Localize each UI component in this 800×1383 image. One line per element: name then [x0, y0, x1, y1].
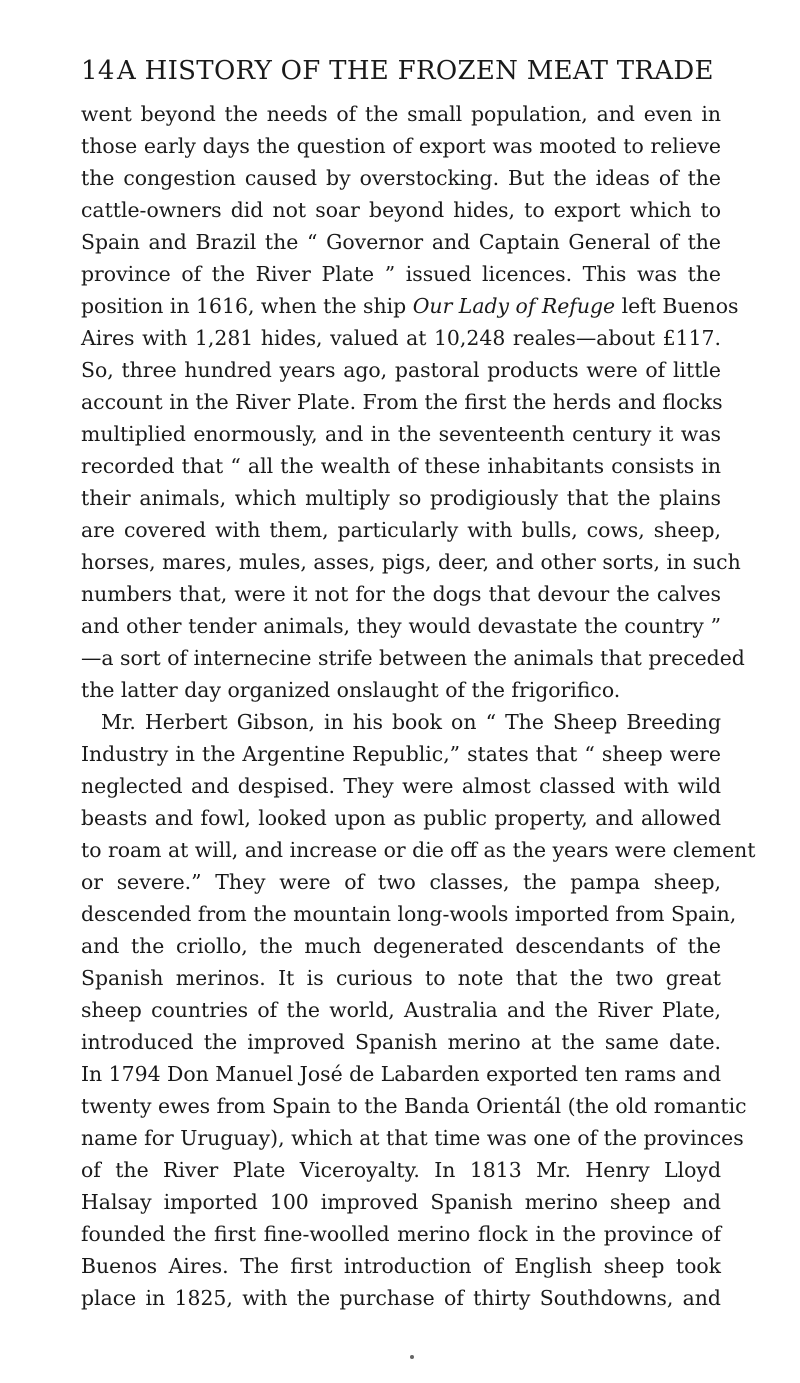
text-line: Industry in the Argentine Republic,” states that “ sheep were: [81, 742, 721, 766]
text-line: recorded that “ all the wealth of these inhabitants consists in: [81, 454, 721, 478]
text-line: neglected and despised. They were almost classed with wild: [81, 774, 721, 798]
text-line: the latter day organized onslaught of the frigorifico.: [81, 678, 621, 702]
text-line: Spanish merinos. It is curious to note that the two great: [81, 966, 721, 990]
text-line: beasts and fowl, looked upon as public property, and allowed: [81, 806, 721, 830]
text-line: and the criollo, the much degenerated descendants of the: [81, 934, 721, 958]
text-line: to roam at will, and increase or die off as the years were clement: [81, 838, 756, 862]
body-text: [81, 98, 756, 1314]
text-line: introduced the improved Spanish merino at the same date.: [81, 1030, 721, 1054]
text-line: or severe.” They were of two classes, the pampa sheep,: [81, 870, 721, 894]
text-line: province of the River Plate ” issued licences. This was the: [81, 262, 721, 286]
print-speck: [410, 1355, 414, 1359]
text-line: of the River Plate Viceroyalty. In 1813 Mr. Henry Lloyd: [81, 1158, 721, 1182]
text-line: [81, 290, 739, 322]
text-line: numbers that, were it not for the dogs that devour the calves: [81, 582, 721, 606]
text-line: Halsay imported 100 improved Spanish merino sheep and: [81, 1190, 721, 1214]
page-number: 14: [81, 56, 115, 86]
text-line: twenty ewes from Spain to the Banda Orientál (the old romantic: [81, 1094, 747, 1118]
text-line-part: left Buenos: [621, 294, 739, 318]
text-line: are covered with them, particularly with bulls, cows, sheep,: [81, 518, 721, 542]
text-line-part: Mr. Herbert Gibson, in his book on “ The Sheep Breeding: [101, 710, 721, 734]
running-head: [81, 58, 721, 84]
text-line: Spain and Brazil the “ Governor and Captain General of the: [81, 230, 721, 254]
text-line-part: position in 1616, when the ship: [81, 294, 407, 318]
text-line: founded the first fine-woolled merino flock in the province of: [81, 1222, 721, 1246]
text-line: account in the River Plate. From the first the herds and flocks: [81, 390, 723, 414]
text-line: —a sort of internecine strife between the animals that preceded: [81, 646, 745, 670]
text-line: Aires with 1,281 hides, valued at 10,248 reales—about £117.: [81, 326, 721, 350]
text-line: multiplied enormously, and in the seventeenth century it was: [81, 422, 721, 446]
text-line: horses, mares, mules, asses, pigs, deer, and other sorts, in such: [81, 550, 741, 574]
text-line: name for Uruguay), which at that time was one of the provinces: [81, 1126, 744, 1150]
text-line: descended from the mountain long-wools imported from Spain,: [81, 902, 737, 926]
text-line: the congestion caused by overstocking. But the ideas of the: [81, 166, 721, 190]
text-line: So, three hundred years ago, pastoral products were of little: [81, 358, 721, 382]
text-line: went beyond the needs of the small population, and even in: [81, 102, 721, 126]
text-line: Buenos Aires. The first introduction of English sheep took: [81, 1254, 721, 1278]
ship-name: Our Lady of Refuge: [412, 294, 616, 318]
text-line: [81, 706, 721, 738]
text-line: and other tender animals, they would devastate the country ”: [81, 614, 721, 638]
running-title: A HISTORY OF THE FROZEN MEAT TRADE: [117, 56, 714, 86]
text-line: cattle-owners did not soar beyond hides, to export which to: [81, 198, 721, 222]
text-line: place in 1825, with the purchase of thirty Southdowns, and: [81, 1286, 721, 1310]
text-line: their animals, which multiply so prodigiously that the plains: [81, 486, 721, 510]
text-line: In 1794 Don Manuel José de Labarden exported ten rams and: [81, 1062, 721, 1086]
text-line: those early days the question of export was mooted to relieve: [81, 134, 721, 158]
text-line: sheep countries of the world, Australia and the River Plate,: [81, 998, 721, 1022]
